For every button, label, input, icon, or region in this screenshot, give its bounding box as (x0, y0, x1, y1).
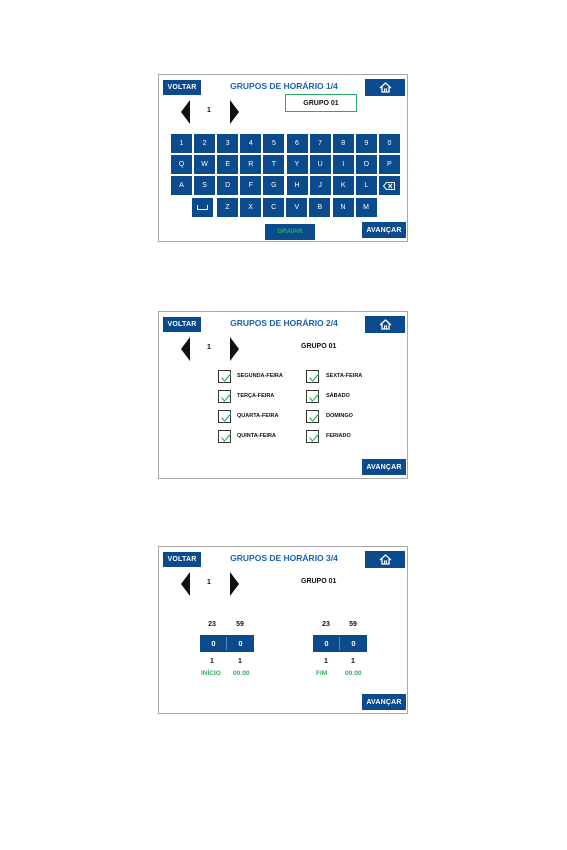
day-label: SÁBADO (326, 393, 350, 399)
triangle-left-icon[interactable] (181, 572, 190, 596)
key[interactable]: F (240, 176, 261, 195)
back-button[interactable]: VOLTAR (163, 80, 201, 95)
key[interactable]: 6 (287, 134, 308, 153)
key[interactable]: U (310, 155, 331, 174)
key[interactable]: N (333, 198, 354, 217)
group-name: GRUPO 01 (301, 343, 337, 350)
end-minute-value[interactable]: 0 (351, 639, 356, 648)
key[interactable]: 3 (217, 134, 238, 153)
page-title: GRUPOS DE HORÁRIO 2/4 (230, 318, 338, 328)
key[interactable]: 4 (240, 134, 261, 153)
key[interactable]: I (333, 155, 354, 174)
next-button[interactable]: AVANÇAR (362, 694, 406, 710)
triangle-right-icon[interactable] (230, 572, 239, 596)
key[interactable]: L (356, 176, 377, 195)
key[interactable]: A (171, 176, 192, 195)
key[interactable]: Y (287, 155, 308, 174)
group-number: 1 (207, 579, 211, 586)
day-checkbox[interactable] (218, 370, 231, 383)
end-time: 00:00 (345, 670, 362, 677)
key[interactable]: 0 (379, 134, 400, 153)
space-key[interactable] (192, 198, 213, 217)
check-icon (307, 371, 320, 384)
home-icon (379, 82, 392, 93)
screen-days-panel (158, 311, 408, 479)
save-button[interactable]: GRAVAR (265, 224, 315, 240)
day-label: SEXTA-FEIRA (326, 373, 363, 379)
page-title: GRUPOS DE HORÁRIO 1/4 (230, 81, 338, 91)
day-checkbox[interactable] (306, 410, 319, 423)
day-label: QUARTA-FEIRA (237, 413, 279, 419)
start-label: INÍCIO (201, 670, 221, 677)
day-checkbox[interactable] (218, 390, 231, 403)
home-icon (379, 554, 392, 565)
backspace-key[interactable] (379, 176, 400, 195)
start-time: 00:00 (233, 670, 250, 677)
key[interactable]: M (356, 198, 377, 217)
group-name: GRUPO 01 (301, 578, 337, 585)
key[interactable]: 1 (171, 134, 192, 153)
backspace-icon (383, 182, 395, 190)
key[interactable]: 8 (333, 134, 354, 153)
key[interactable]: X (240, 198, 261, 217)
end-hour-value[interactable]: 0 (324, 639, 329, 648)
group-name-input[interactable]: GRUPO 01 (285, 94, 357, 112)
screen-keyboard-panel (158, 74, 408, 242)
screen-time-panel (158, 546, 408, 714)
back-button[interactable]: VOLTAR (163, 552, 201, 567)
check-icon (307, 391, 320, 404)
key[interactable]: 9 (356, 134, 377, 153)
key[interactable]: T (263, 155, 284, 174)
triangle-right-icon[interactable] (230, 100, 239, 124)
check-icon (219, 431, 232, 444)
key[interactable]: B (309, 198, 330, 217)
check-icon (219, 391, 232, 404)
day-checkbox[interactable] (306, 390, 319, 403)
key[interactable]: D (217, 176, 238, 195)
home-icon (379, 319, 392, 330)
start-hour-min: 1 (210, 658, 214, 665)
key[interactable]: S (194, 176, 215, 195)
end-hour-min: 1 (324, 658, 328, 665)
start-minute-value[interactable]: 0 (238, 639, 243, 648)
group-number: 1 (207, 107, 211, 114)
check-icon (219, 411, 232, 424)
next-button[interactable]: AVANÇAR (362, 222, 406, 238)
back-button[interactable]: VOLTAR (163, 317, 201, 332)
page-title: GRUPOS DE HORÁRIO 3/4 (230, 553, 338, 563)
day-label: SEGUNDA-FEIRA (237, 373, 283, 379)
key[interactable]: 2 (194, 134, 215, 153)
day-label: DOMINGO (326, 413, 353, 419)
next-button[interactable]: AVANÇAR (362, 459, 406, 475)
end-time-display (313, 635, 367, 652)
home-button[interactable] (365, 79, 405, 96)
key[interactable]: 5 (263, 134, 284, 153)
check-icon (307, 431, 320, 444)
start-time-display (200, 635, 254, 652)
home-button[interactable] (365, 316, 405, 333)
key[interactable]: H (287, 176, 308, 195)
check-icon (307, 411, 320, 424)
key[interactable]: K (333, 176, 354, 195)
end-hour-max: 23 (322, 621, 330, 628)
day-checkbox[interactable] (218, 430, 231, 443)
key[interactable]: Z (217, 198, 238, 217)
start-hour-value[interactable]: 0 (211, 639, 216, 648)
home-button[interactable] (365, 551, 405, 568)
group-number: 1 (207, 344, 211, 351)
end-minute-max: 59 (349, 621, 357, 628)
key[interactable]: C (263, 198, 284, 217)
triangle-left-icon[interactable] (181, 337, 190, 361)
key[interactable]: 7 (310, 134, 331, 153)
key[interactable]: W (194, 155, 215, 174)
day-checkbox[interactable] (306, 370, 319, 383)
day-checkbox[interactable] (306, 430, 319, 443)
key[interactable]: J (310, 176, 331, 195)
end-minute-min: 1 (351, 658, 355, 665)
end-label: FIM (316, 670, 328, 677)
day-label: QUINTA-FEIRA (237, 433, 277, 439)
key[interactable]: R (240, 155, 261, 174)
key[interactable]: V (286, 198, 307, 217)
space-icon (197, 205, 208, 210)
start-minute-max: 59 (236, 621, 244, 628)
day-label: FERIADO (326, 433, 351, 439)
key[interactable]: G (263, 176, 284, 195)
triangle-left-icon[interactable] (181, 100, 190, 124)
key[interactable]: P (379, 155, 400, 174)
check-icon (219, 371, 232, 384)
start-hour-max: 23 (208, 621, 216, 628)
start-minute-min: 1 (238, 658, 242, 665)
key[interactable]: O (356, 155, 377, 174)
key[interactable]: E (217, 155, 238, 174)
day-label: TERÇA-FEIRA (237, 393, 275, 399)
day-checkbox[interactable] (218, 410, 231, 423)
key[interactable]: Q (171, 155, 192, 174)
triangle-right-icon[interactable] (230, 337, 239, 361)
